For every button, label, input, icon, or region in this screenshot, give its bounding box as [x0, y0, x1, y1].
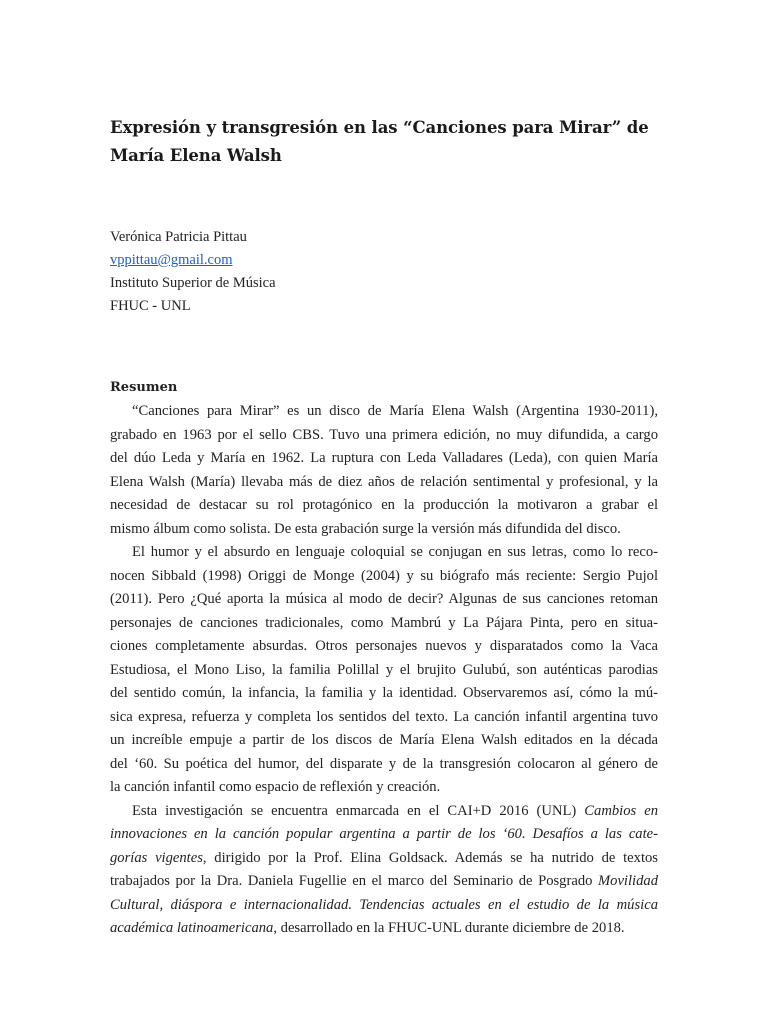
author-name: Verónica Patricia Pittau	[110, 229, 247, 245]
paragraph-line: (2011). Pero ¿Qué aporta la música al modo de decir? Algunas de sus canciones retoman	[110, 591, 658, 607]
paragraph-line	[110, 917, 658, 941]
paragraph-line: “Canciones para Mirar” es un disco de María Elena Walsh (Argentina 1930-2011),	[132, 403, 658, 419]
paragraph-line: necesidad de destacar su rol protagónico en la producción la motivaron a grabar el	[110, 497, 658, 513]
text-run: trabajados por la Dra. Daniela Fugellie en el marco del Seminario de Posgrado	[110, 873, 598, 889]
author-institution: Instituto Superior de Música	[110, 275, 276, 291]
author-faculty: FHUC - UNL	[110, 298, 191, 314]
title-line-2: María Elena Walsh	[110, 146, 282, 165]
paragraph-line: del dúo Leda y María en 1962. La ruptura con Leda Valladares (Leda), con quien María	[110, 450, 658, 466]
paragraph-line: mismo álbum como solista. De esta grabación surge la versión más difundida del disco.	[110, 520, 621, 537]
abstract-paragraph-3	[110, 800, 658, 941]
paragraph-line: El humor y el absurdo en lenguaje coloquial se conjugan en sus letras, como lo reco-	[132, 544, 658, 560]
paragraph-line	[110, 870, 658, 894]
paragraph-line: Estudiosa, el Mono Liso, la familia Polillal y el brujito Gulubú, son auténticas parodias	[110, 661, 658, 678]
paragraph-line	[110, 894, 658, 918]
paragraph-line: personajes de canciones tradicionales, como Mambrú y La Pájara Pinta, pero en situa-	[110, 614, 658, 631]
italic-run: Cambios en	[584, 802, 658, 819]
paragraph-line: ciones completamente absurdas. Otros personajes nuevos y disparatados como la Vaca	[110, 638, 658, 654]
paragraph-line	[110, 823, 658, 847]
paragraph-line: la canción infantil como espacio de reflexión y creación.	[110, 779, 441, 795]
title-line-1: Expresión y transgresión en las “Canciones para Mirar” de	[110, 118, 649, 137]
italic-run: gorías vigentes	[110, 849, 203, 866]
author-email-link[interactable]: vppittau@gmail.com	[110, 252, 233, 268]
paragraph-line	[110, 800, 658, 824]
author-block	[110, 226, 658, 318]
text-run: Esta investigación se encuentra enmarcada en el CAI+D 2016 (UNL)	[132, 802, 585, 819]
abstract-paragraph-1	[110, 400, 658, 541]
paragraph-line: sica expresa, refuerza y completa los sentidos del texto. La canción infantil argentina tuvo	[110, 708, 658, 725]
paragraph-line: grabado en 1963 por el sello CBS. Tuvo una primera edición, no muy difundida, a cargo	[110, 426, 658, 443]
italic-run: Movilidad	[598, 873, 658, 889]
abstract-heading: Resumen	[110, 380, 178, 395]
paragraph-line: del ‘60. Su poética del humor, del disparate y de la transgresión colocaron al género de	[110, 755, 658, 772]
italic-run: académica latinoamericana	[110, 920, 274, 936]
paragraph-line: Elena Walsh (María) llevaba más de diez años de relación sentimental y profesional, y la	[110, 473, 658, 490]
italic-run: innovaciones en la canción popular argentina a partir de los ‘60. Desafíos a las cate-	[110, 826, 658, 842]
text-run: , dirigido por la Prof. Elina Goldsack. Además se ha nutrido de textos	[202, 849, 658, 866]
document-page	[110, 114, 658, 941]
text-run: , desarrollado en la FHUC-UNL durante diciembre de 2018.	[273, 920, 625, 936]
paragraph-line: nocen Sibbald (1998) Origgi de Monge (2004) y su biógrafo más reciente: Sergio Pujol	[110, 567, 658, 584]
paragraph-line	[110, 847, 658, 871]
paragraph-line: del sentido común, la infancia, la familia y la identidad. Observaremos así, cómo la mú-	[110, 685, 658, 701]
paragraph-line: un increíble empuje a partir de los discos de María Elena Walsh editados en la década	[110, 732, 658, 748]
abstract-paragraph-2	[110, 541, 658, 800]
italic-run: Cultural, diáspora e internacionalidad. Tendencias actuales en el estudio de la música	[110, 896, 658, 913]
paper-title	[110, 114, 658, 170]
